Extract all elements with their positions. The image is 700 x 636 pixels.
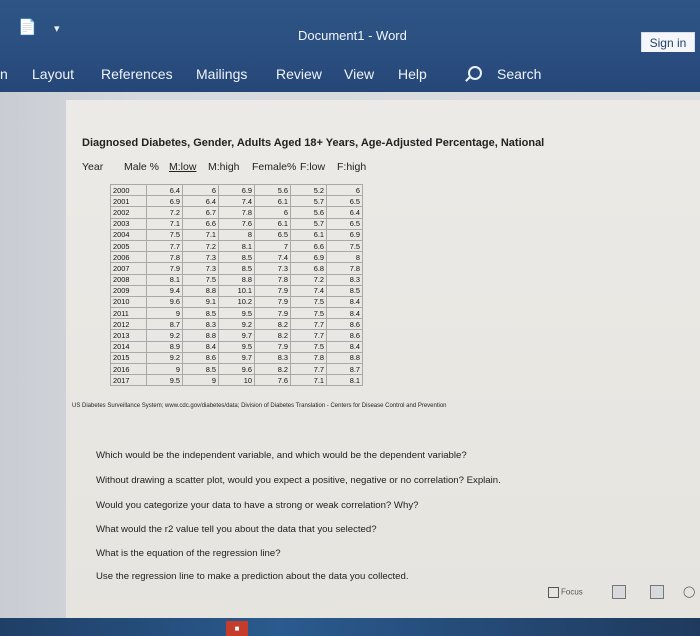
cell-value: 6.1: [291, 229, 327, 240]
question-6: Use the regression line to make a prediction about the data you collected.: [96, 571, 409, 582]
cell-value: 8.5: [183, 364, 219, 375]
tab-mailings[interactable]: Mailings: [196, 66, 248, 82]
table-row: [111, 196, 363, 207]
cell-value: 6.5: [255, 229, 291, 240]
table-row: [111, 274, 363, 285]
cell-value: 8.4: [327, 308, 363, 319]
zoom-icon[interactable]: ◯: [683, 586, 696, 598]
cell-value: 8.1: [147, 274, 183, 285]
cell-value: 7.4: [219, 196, 255, 207]
table-row: [111, 296, 363, 307]
cell-value: 7.6: [255, 375, 291, 386]
question-5: What is the equation of the regression line?: [96, 548, 281, 559]
cell-year: 2013: [111, 330, 147, 341]
col-header-female: Female%: [252, 161, 297, 173]
diabetes-data-table: [110, 184, 363, 386]
cell-value: 9: [147, 364, 183, 375]
cell-value: 6.5: [327, 196, 363, 207]
document-area: [0, 92, 700, 618]
tab-review[interactable]: Review: [276, 66, 322, 82]
cell-value: 7.5: [327, 240, 363, 251]
cell-value: 9.2: [219, 319, 255, 330]
cell-value: 6.9: [219, 185, 255, 196]
table-row: [111, 285, 363, 296]
cell-value: 8: [327, 252, 363, 263]
table-row: [111, 352, 363, 363]
tab-insert-partial[interactable]: n: [0, 66, 8, 82]
cell-value: 7.2: [291, 274, 327, 285]
title-bar: [0, 0, 700, 52]
cell-value: 5.6: [291, 207, 327, 218]
question-3: Would you categorize your data to have a strong or weak correlation? Why?: [96, 500, 419, 511]
cell-year: 2010: [111, 296, 147, 307]
cell-year: 2000: [111, 185, 147, 196]
tab-help[interactable]: Help: [398, 66, 427, 82]
chevron-down-icon[interactable]: ▾: [54, 23, 60, 35]
cell-value: 7.5: [183, 274, 219, 285]
cell-value: 7.5: [291, 296, 327, 307]
table-row: [111, 207, 363, 218]
cell-value: 7.3: [183, 252, 219, 263]
search-box[interactable]: Search: [497, 66, 542, 82]
cell-value: 9.2: [147, 330, 183, 341]
tab-references[interactable]: References: [101, 66, 173, 82]
cell-value: 7.3: [255, 263, 291, 274]
tab-layout[interactable]: Layout: [32, 66, 75, 82]
cell-value: 8.8: [219, 274, 255, 285]
focus-label: Focus: [561, 587, 583, 597]
table-row: [111, 341, 363, 352]
cell-value: 9.1: [183, 296, 219, 307]
cell-value: 6.5: [327, 218, 363, 229]
cell-value: 6.6: [183, 218, 219, 229]
cell-value: 5.2: [291, 185, 327, 196]
cell-value: 7.2: [183, 240, 219, 251]
word-icon[interactable]: 📄: [18, 19, 37, 36]
document-title: Document1 - Word: [298, 28, 407, 43]
cell-value: 8.3: [183, 319, 219, 330]
cell-value: 7.5: [291, 341, 327, 352]
cell-value: 8.2: [255, 364, 291, 375]
search-icon[interactable]: [468, 66, 482, 80]
focus-button[interactable]: [548, 587, 583, 598]
cell-value: 7.1: [291, 375, 327, 386]
cell-value: 9.4: [147, 285, 183, 296]
cell-value: 9.5: [219, 341, 255, 352]
cell-year: 2007: [111, 263, 147, 274]
col-header-female-high: F:high: [337, 161, 367, 173]
cell-value: 7: [255, 240, 291, 251]
table-row: [111, 185, 363, 196]
cell-year: 2003: [111, 218, 147, 229]
cell-year: 2009: [111, 285, 147, 296]
col-header-male-high: M:high: [208, 161, 240, 173]
cell-value: 7.9: [255, 296, 291, 307]
cell-value: 8.5: [219, 252, 255, 263]
cell-value: 8.3: [255, 352, 291, 363]
taskbar: [0, 618, 700, 636]
cell-year: 2004: [111, 229, 147, 240]
question-4: What would the r2 value tell you about the data that you selected?: [96, 524, 377, 535]
cell-value: 8.4: [327, 296, 363, 307]
cell-year: 2015: [111, 352, 147, 363]
table-row: [111, 308, 363, 319]
print-layout-icon[interactable]: [650, 585, 664, 599]
cell-value: 6.6: [291, 240, 327, 251]
cell-value: 5.7: [291, 218, 327, 229]
table-row: [111, 330, 363, 341]
source-citation: US Diabetes Surveillance System; www.cdc.gov/diabetes/data; Division of Diabetes Translation - Centers for Disease Control and Prevention: [72, 403, 447, 409]
tab-view[interactable]: View: [344, 66, 375, 82]
cell-value: 8.4: [327, 341, 363, 352]
cell-year: 2005: [111, 240, 147, 251]
col-header-male: Male %: [124, 161, 160, 173]
cell-value: 7.7: [291, 364, 327, 375]
question-2: Without drawing a scatter plot, would you expect a positive, negative or no correlation? Explain.: [96, 475, 501, 486]
cell-value: 7.1: [147, 218, 183, 229]
cell-value: 9.7: [219, 330, 255, 341]
cell-value: 9.6: [219, 364, 255, 375]
cell-value: 6.7: [183, 207, 219, 218]
cell-value: 7.1: [183, 229, 219, 240]
cell-value: 7.5: [147, 229, 183, 240]
cell-value: 7.2: [147, 207, 183, 218]
cell-value: 9.5: [219, 308, 255, 319]
cell-value: 6.1: [255, 218, 291, 229]
col-header-year: Year: [82, 161, 104, 173]
cell-value: 8.7: [147, 319, 183, 330]
cell-value: 6.9: [291, 252, 327, 263]
cell-value: 8.3: [327, 274, 363, 285]
cell-value: 9.6: [147, 296, 183, 307]
cell-value: 9.5: [147, 375, 183, 386]
cell-value: 6.9: [147, 196, 183, 207]
cell-value: 8.6: [183, 352, 219, 363]
cell-value: 8.2: [255, 319, 291, 330]
table-row: [111, 319, 363, 330]
cell-value: 8.4: [183, 341, 219, 352]
table-row: [111, 263, 363, 274]
cell-year: 2002: [111, 207, 147, 218]
sign-in-button[interactable]: Sign in: [641, 32, 695, 54]
cell-value: 8.7: [327, 364, 363, 375]
cell-value: 7.4: [291, 285, 327, 296]
cell-value: 9: [147, 308, 183, 319]
table-row: [111, 229, 363, 240]
col-header-female-low: F:low: [300, 161, 326, 173]
cell-value: 7.3: [183, 263, 219, 274]
document-page[interactable]: [66, 100, 700, 618]
cell-value: 8.9: [147, 341, 183, 352]
cell-year: 2008: [111, 274, 147, 285]
cell-value: 7.9: [255, 341, 291, 352]
cell-value: 8.1: [219, 240, 255, 251]
table-row: [111, 375, 363, 386]
table-row: [111, 218, 363, 229]
cell-year: 2017: [111, 375, 147, 386]
cell-value: 8: [219, 229, 255, 240]
taskbar-app-icon[interactable]: ■: [226, 621, 248, 636]
cell-value: 8.6: [327, 330, 363, 341]
cell-value: 8.8: [327, 352, 363, 363]
cell-value: 6.1: [255, 196, 291, 207]
cell-value: 8.8: [183, 285, 219, 296]
table-heading: Diagnosed Diabetes, Gender, Adults Aged 18+ Years, Age-Adjusted Percentage, National: [82, 137, 545, 149]
cell-value: 8.1: [327, 375, 363, 386]
col-header-male-low: M:low: [169, 161, 197, 173]
cell-value: 6.4: [147, 185, 183, 196]
cell-value: 5.7: [291, 196, 327, 207]
read-mode-icon[interactable]: [612, 585, 626, 599]
cell-value: 6.4: [327, 207, 363, 218]
table-row: [111, 252, 363, 263]
cell-value: 7.8: [255, 274, 291, 285]
cell-value: 9.7: [219, 352, 255, 363]
cell-value: 10.1: [219, 285, 255, 296]
cell-value: 10.2: [219, 296, 255, 307]
cell-value: 8.2: [255, 330, 291, 341]
cell-value: 6: [327, 185, 363, 196]
cell-year: 2001: [111, 196, 147, 207]
cell-year: 2016: [111, 364, 147, 375]
ribbon-tabs: [0, 52, 700, 92]
cell-year: 2011: [111, 308, 147, 319]
cell-value: 7.9: [147, 263, 183, 274]
cell-value: 6: [255, 207, 291, 218]
cell-value: 5.6: [255, 185, 291, 196]
cell-value: 8.8: [183, 330, 219, 341]
cell-value: 7.8: [219, 207, 255, 218]
cell-value: 7.6: [219, 218, 255, 229]
cell-value: 9: [183, 375, 219, 386]
cell-value: 7.7: [147, 240, 183, 251]
cell-value: 6: [183, 185, 219, 196]
cell-value: 7.9: [255, 285, 291, 296]
cell-value: 9.2: [147, 352, 183, 363]
cell-value: 6.9: [327, 229, 363, 240]
table-row: [111, 240, 363, 251]
cell-value: 8.6: [327, 319, 363, 330]
cell-value: 7.9: [255, 308, 291, 319]
cell-value: 8.5: [327, 285, 363, 296]
cell-year: 2012: [111, 319, 147, 330]
cell-value: 7.7: [291, 319, 327, 330]
cell-value: 7.5: [291, 308, 327, 319]
cell-value: 10: [219, 375, 255, 386]
cell-value: 7.7: [291, 330, 327, 341]
cell-value: 7.8: [291, 352, 327, 363]
table-row: [111, 364, 363, 375]
cell-year: 2006: [111, 252, 147, 263]
cell-value: 8.5: [183, 308, 219, 319]
focus-icon: [548, 587, 559, 598]
cell-value: 8.5: [219, 263, 255, 274]
cell-value: 7.8: [327, 263, 363, 274]
cell-value: 6.8: [291, 263, 327, 274]
cell-year: 2014: [111, 341, 147, 352]
cell-value: 7.8: [147, 252, 183, 263]
cell-value: 7.4: [255, 252, 291, 263]
question-1: Which would be the independent variable, and which would be the dependent variable?: [96, 450, 467, 461]
cell-value: 6.4: [183, 196, 219, 207]
